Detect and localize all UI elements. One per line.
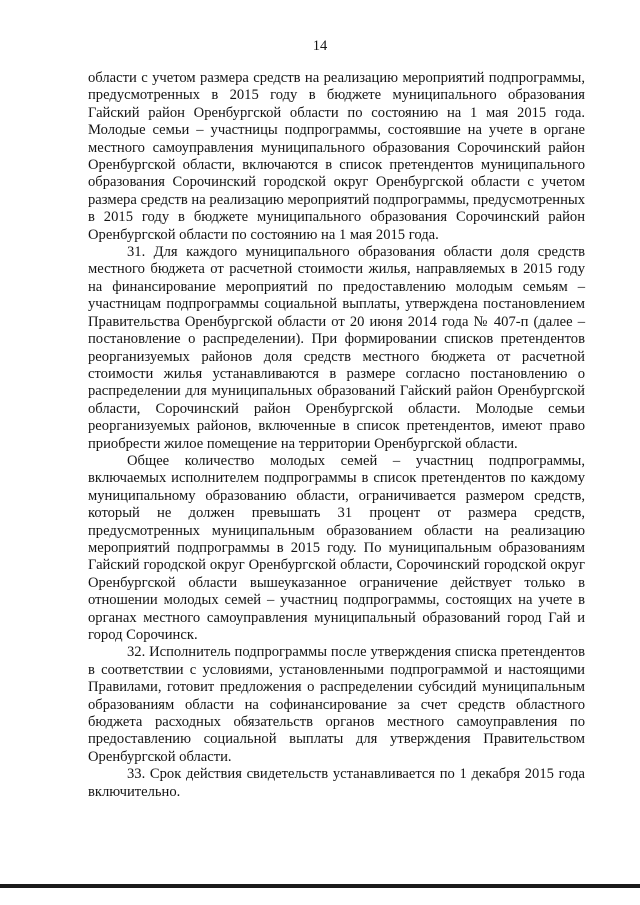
paragraph-31: 31. Для каждого муниципального образования области доля средств местного бюджета от расчетной стоимости жилья, направляемых в 2015 году на финансирование мероприятий по предоставлению молодым семьям – участницам подпрограммы социальной выплаты, утверждена постановлением Правительства Оренбургской области от 20 июня 2014 года № 407-п (далее – постановление о распределении). При формировании списков претендентов реорганизуемых районов доля средств местного бюджета от расчетной стоимости жилья устанавливаются в размере согласно постановлению о распределении для муниципальных образований Гайский район Оренбургской области, Сорочинский район Оренбургской области. Молодые семьи реорганизуемых районов, включенные в список претендентов, имеют право приобрести жилое помещение на территории Оренбургской области. [88,244,585,452]
paragraph-31-limit: Общее количество молодых семей – участниц подпрограммы, включаемых исполнителем подпрограммы в список претендентов по каждому муниципальному образованию области, ограничивается размером средств, который не должен превышать 31 процент от размера средств, предусмотренных муниципальным образованием области на реализацию мероприятий подпрограммы в 2015 году. По муниципальным образованиям Гайский городской округ Оренбургской области, Сорочинский городской округ Оренбургской области вышеуказанное ограничение действует только в отношении молодых семей – участниц подпрограммы, состоящих на учете в органах местного самоуправления муниципальный образований город Гай и город Сорочинск. [88,452,585,643]
document-body [88,70,585,801]
paragraph-32: 32. Исполнитель подпрограммы после утверждения списка претендентов в соответствии с условиями, установленными подпрограммой и настоящими Правилами, готовит предложения о распределении субсидий муниципальным образованиям области на софинансирование за счет средств областного бюджета расходных обязательств органов местного самоуправления по предоставлению социальной выплаты для утверждения Правительством Оренбургской области. [88,644,585,765]
page-number: 14 [312,38,328,54]
paragraph-33: 33. Срок действия свидетельств устанавливается по 1 декабря 2015 года включительно. [88,766,585,800]
paragraph-continuation: области с учетом размера средств на реализацию мероприятий подпрограммы, предусмотренных в 2015 году в бюджете муниципального образования Гайский район Оренбургской области по состоянию на 1 мая 2015 года. Молодые семьи – участницы подпрограммы, состоявшие на учете в органе местного самоуправления муниципального образования Сорочинский район Оренбургской области, включаются в список претендентов муниципального образования Сорочинский городской округ Оренбургской области с учетом размера средств на реализацию мероприятий подпрограммы, предусмотренных в 2015 году в бюджете муниципального образования Сорочинский район Оренбургской области по состоянию на 1 мая 2015 года. [88,70,585,243]
bottom-rule [0,884,640,888]
